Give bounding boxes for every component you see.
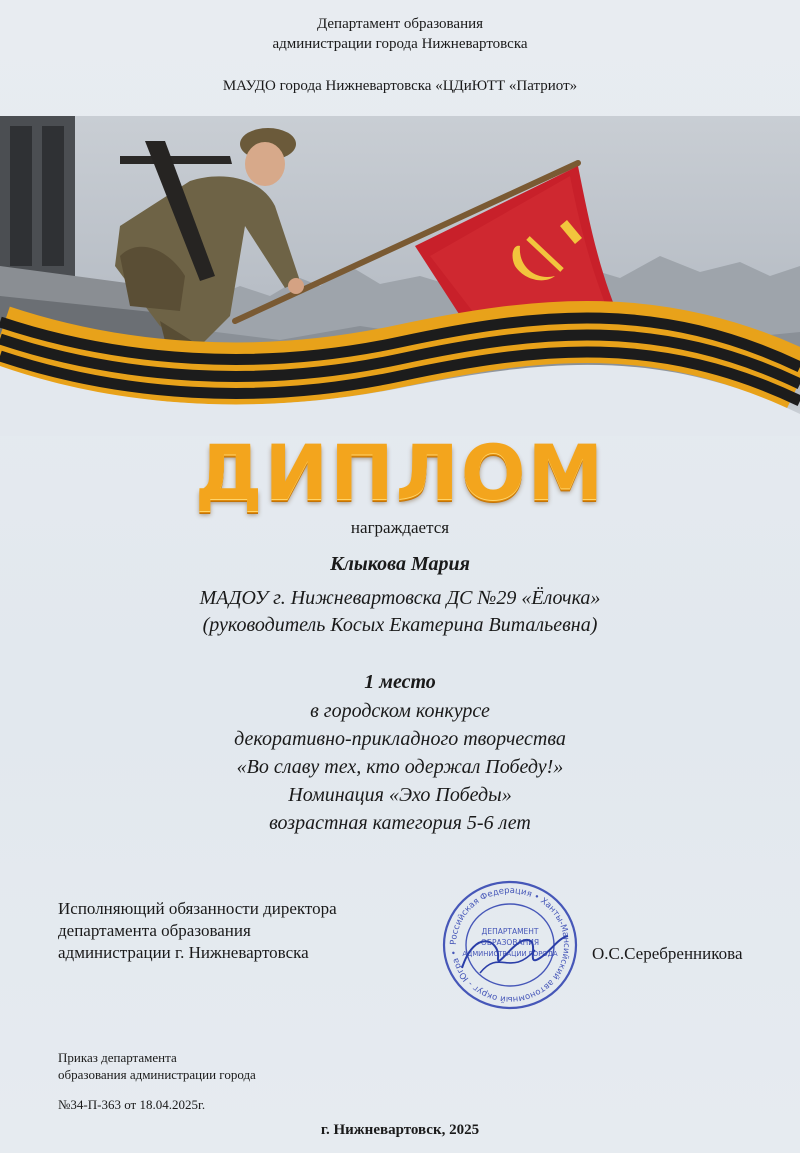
position-line-2: департамента образования (58, 921, 251, 940)
contest-line-2: декоративно-прикладного творчества (234, 728, 566, 750)
stamp-center-line-3: АДМИНИСТРАЦИИ ГОРОДА (462, 950, 558, 958)
contest-name: «Во славу тех, кто одержал Победу!» (236, 756, 564, 778)
header-line-2: администрации города Нижневартовска (272, 36, 528, 52)
recipient-organization: МАДОУ г. Нижневартовска ДС №29 «Ёлочка» (199, 587, 601, 609)
order-line-1: Приказ департамента (58, 1050, 177, 1065)
official-stamp (440, 878, 580, 1013)
awarded-text: награждается (350, 518, 450, 537)
place-award: 1 место (364, 671, 436, 693)
recipient-name: Клыкова Мария (330, 553, 470, 575)
contest-line-1: в городском конкурсе (310, 700, 490, 722)
header-line-1: Департамент образования (316, 16, 484, 32)
order-line-2: образования администрации города (58, 1067, 256, 1082)
city-year: г. Нижневартовск, 2025 (320, 1122, 480, 1138)
stamp-center-line-1: ДЕПАРТАМЕНТ (481, 927, 539, 936)
leader-name: (руководитель Косых Екатерина Витальевна) (202, 614, 598, 636)
header-department (0, 14, 800, 54)
position-line-1: Исполняющий обязанности директора (58, 899, 337, 918)
diploma-title: ДИПЛОМ (194, 428, 606, 517)
age-category: возрастная категория 5-6 лет (269, 812, 531, 834)
header-organization: МАУДО города Нижневартовска «ЦДиЮТТ «Патриот» (222, 78, 578, 94)
nomination: Номинация «Эхо Победы» (288, 784, 512, 806)
signatory-name: О.С.Серебренникова (592, 944, 743, 963)
signatory-position (58, 898, 337, 964)
victory-banner-photo (0, 116, 800, 436)
position-line-3: администрации г. Нижневартовска (58, 943, 309, 962)
order-number: №34-П-363 от 18.04.2025г. (58, 1097, 206, 1112)
stamp-ring-text: Российская Федерация • Ханты-Мансийский автономный округ - Югра • (448, 885, 572, 1005)
stamp-center-line-2: ОБРАЗОВАНИЯ (480, 938, 540, 947)
